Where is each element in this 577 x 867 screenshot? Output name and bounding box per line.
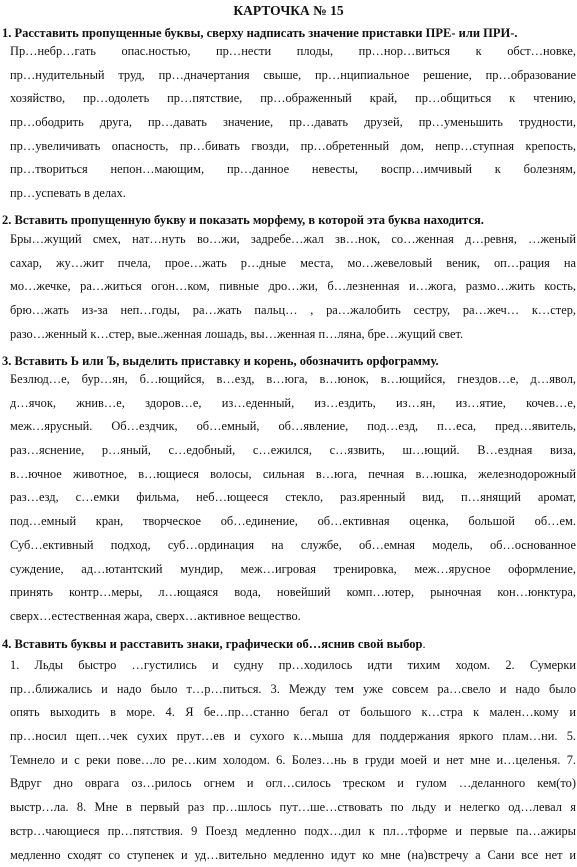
text-line: брю…жать из-за неп…годы, ра…жать пальц… , ра…жалобить сестру, ра…жеч… к…стер, [10, 299, 576, 323]
text-line: сахар, жу…жит пчела, прое…жать р…дные места, мо…жевеловый веник, оп…рация на [10, 252, 576, 276]
task-3-heading [2, 353, 577, 369]
text-line: пр…нудительный труд, пр…дначертания свыше, пр…нципиальное решение, пр…образование [10, 64, 576, 88]
text-line: пр…твориться непон…мающим, пр…данное невесты, воспр…имчивый к болезням, [10, 158, 576, 182]
text-line: суждение, ад…ютантский мундир, меж…игровая тренировка, меж…ярусное оформление, [10, 558, 576, 582]
text-line: раз…езд, с…емки фильма, неб…ющееся стекло, раз.яренный вид, п…янящий аромат, [10, 486, 576, 510]
task-2-body [10, 228, 576, 346]
text-line: пр…успевать в делах. [10, 182, 576, 206]
text-line: Бры…жущий смех, нат…нуть во…жи, задребе…жал зв…нок, со…женная д…ревня, …женый [10, 228, 576, 252]
task-2-heading-text: 2. Вставить пропущенную букву и показать морфему, в которой эта буква находится. [2, 213, 484, 227]
task-4-heading [2, 636, 577, 652]
text-line: принять контр…меры, л…ющаяся вода, новейший комп…ютер, рыночная кон…юнктура, [10, 581, 576, 605]
text-line: пр…ближались и надо было т…р…питься. 3. Между тем уже совсем ра…свело и надо было [10, 678, 576, 702]
text-line: опять выходить в море. 4. Я бе…пр…станно бегал от большого к…стра к мален…кому и [10, 701, 576, 725]
text-line: 1. Льды быстро …густились и судну пр…ходилось идти тихим ходом. 2. Сумерки [10, 654, 576, 678]
text-line: выстр…ла. 8. Мне в первый раз пр…шлось пут…ше…ствовать по льду и нелегко од…левал я [10, 796, 576, 820]
task-4-body [10, 654, 576, 867]
text-line: мо…жечке, ра…житься огон…ком, пивные дро…жи, б…лезненная и…жога, размо…жить кость, [10, 275, 576, 299]
text-line: пр…ободрить друга, пр…давать значение, пр…давать друзей, пр…уменьшить трудности, [10, 111, 576, 135]
task-4-heading-tail: . [422, 637, 425, 651]
task-2-heading [2, 212, 577, 228]
text-line: под…емный кран, творческое об…единение, об…ективная оценка, большой об…ем. [10, 510, 576, 534]
text-line: Суб…ективный подход, суб…ординация на службе, об…емная модель, об…основанное [10, 534, 576, 558]
text-line: Вдруг дно оврага оз…рилось огнем и огл…силось треском и гулом …деланного кем(то) [10, 772, 576, 796]
text-line: разо…женный к…стер, вые..женная лошадь, вы…женная п…ляна, бре…жущий свет. [10, 323, 576, 347]
text-line: меж…ярусный. Об…ездчик, об…емный, об…явление, под…езд, п…еса, пред…явитель, [10, 415, 576, 439]
task-1-heading [2, 25, 577, 41]
text-line: д…ячок, жнив…е, здоров…е, из…еденный, из…ездить, из…ян, из…ятие, кочев…е, [10, 392, 576, 416]
text-line: раз…яснение, р…яный, с…едобный, с…ежился, с…язвить, ш…ющий. В…ездная виза, [10, 439, 576, 463]
task-3-body [10, 368, 576, 629]
text-line: Темнело и с реки пове…ло ре…ким холодом. 6. Болез…нь в груди моей и нет мне и…целенья. 7. [10, 749, 576, 773]
text-line: пр…носил щеп…чек сухих прут…ев и сухого к…мыша для поддержания яркого плам…ни. 5. [10, 725, 576, 749]
task-4-heading-text: 4. Вставить буквы и расставить знаки, графически об…яснив свой выбор [2, 637, 422, 651]
card-title: КАРТОЧКА № 15 [0, 3, 577, 19]
text-line: медленно сходят со ступенек и уд…вительно медленно идут ко мне (на)встречу а Сани все нет и [10, 844, 576, 867]
text-line: Пр…небр…гать опас.ностью, пр…нести плоды, пр…нор…виться к обст…новке, [10, 40, 576, 64]
text-line: хозяйство, пр…одолеть пр…пятствие, пр…ображенный край, пр…общиться к чтению, [10, 87, 576, 111]
text-line: пр…увеличивать опасность, пр…бивать гвозди, пр…обретенный дом, непр…ступная крепость, [10, 135, 576, 159]
task-1-heading-text: 1. Расставить пропущенные буквы, сверху надписать значение приставки ПРЕ- или ПРИ-. [2, 26, 518, 40]
text-line: в…ючное животное, в…ющиеся волосы, сильная в…юга, печная в…юшка, железнодорожный [10, 463, 576, 487]
task-1-body [10, 40, 576, 206]
task-3-heading-text: 3. Вставить Ь или Ъ, выделить приставку и корень, обозначить орфограмму. [2, 354, 439, 368]
text-line: Безлюд…е, бур…ян, б…ющийся, в…езд, в…юга, в…юнок, в…ющийся, гнездов…е, д…явол, [10, 368, 576, 392]
text-line: сверх…естественная жара, сверх…активное вещество. [10, 605, 576, 629]
text-line: встр…чающиеся пр…пятствия. 9 Поезд медленно подх…дил к пл…тформе и первые па…ажиры [10, 820, 576, 844]
